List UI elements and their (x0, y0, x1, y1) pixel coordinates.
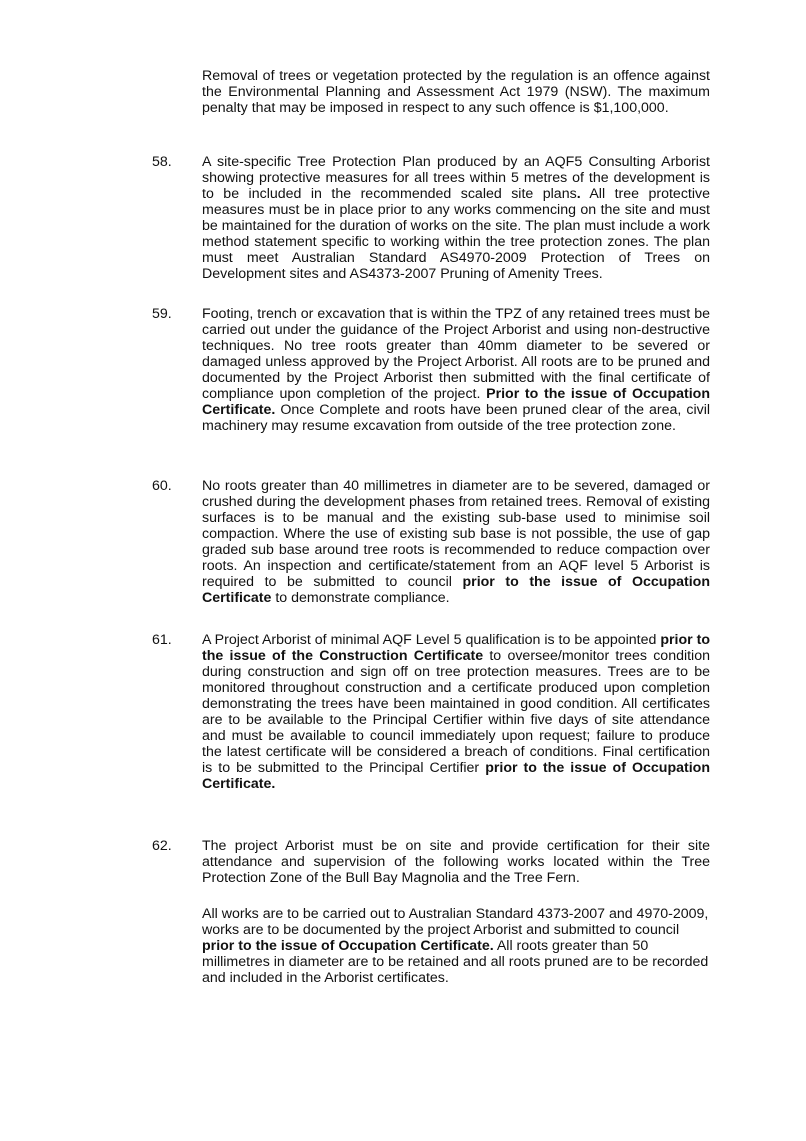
condition-60-part-2: to demonstrate compliance. (271, 590, 450, 606)
condition-62-bold-3: prior to the issue of Occupation Certificate. (202, 938, 494, 954)
condition-62-part-3: All works are to be carried out to Australian Standard 4373-2007 and 4970-2009, works are to be documented by the project Arborist and submitted to council (202, 906, 709, 938)
condition-61-bold-2: prior to the issue of Occupation Certificate. (202, 760, 711, 792)
condition-60-text (202, 478, 710, 606)
condition-62-number: 62. (152, 838, 172, 854)
condition-61-text (202, 632, 710, 792)
condition-60-part-1: No roots greater than 40 millimetres in diameter are to be severed, damaged or crushed during the development phases from retained trees. Removal of existing surfaces is to be manual and the existing sub-base used to minimise soil compaction. Where the use of existing sub base is not possible, the use of gap graded sub base around tree roots is recommended to reduce compaction over roots. An inspection and certificate/statement from an AQF level 5 Arborist is required to be submitted to council (202, 478, 710, 590)
condition-62-works-paragraph (202, 906, 710, 986)
condition-59-number: 59. (152, 306, 172, 322)
condition-59-bold-1: Prior to the issue of Occupation Certificate. (202, 386, 711, 418)
condition-58-text (202, 154, 710, 282)
intro-text: Removal of trees or vegetation protected by the regulation is an offence against the Environmental Planning and Assessment Act 1979 (NSW). The maximum penalty that may be imposed in respect to any such offence is $1,100,000. (202, 68, 710, 116)
condition-61-number: 61. (152, 632, 172, 648)
condition-62-part-1: The project Arborist must be on site and provide certification for their site attendance and supervision of the following works located within the Tree Protection Zone of the Bull Bay Magnolia and the Tree Fern. (202, 838, 710, 886)
condition-58-number: 58. (152, 154, 172, 170)
condition-62-text (202, 838, 710, 886)
intro-paragraph (202, 68, 710, 116)
condition-58-part-2: All tree protective measures must be in place prior to any works commencing on the site and must be maintained for the duration of works on the site. The plan must include a work method statement specific to working within the tree protection zones. The plan must meet Australian Standard AS4970-2009 Protection of Trees on Development sites and AS4373-2007 Pruning of Amenity Trees. (202, 186, 710, 282)
condition-58-bold-1: . (576, 186, 581, 202)
condition-59-part-2: Once Complete and roots have been pruned clear of the area, civil machinery may resume excavation from outside of the tree protection zone. (202, 402, 710, 434)
condition-59-text (202, 306, 710, 434)
condition-62-part-4: All roots greater than 50 millimetres in diameter are to be retained and all roots pruned are to be recorded and included in the Arborist certificates. (202, 938, 709, 986)
condition-60-number: 60. (152, 478, 172, 494)
condition-59-part-1: Footing, trench or excavation that is within the TPZ of any retained trees must be carried out under the guidance of the Project Arborist and using non-destructive techniques. No tree roots greater than 40mm diameter to be severed or damaged unless approved by the Project Arborist. All roots are to be pruned and documented by the Project Arborist then submitted with the final certificate of compliance upon completion of the project. (202, 306, 710, 402)
condition-60-bold-1: prior to the issue of Occupation Certificate (202, 574, 710, 606)
condition-61-part-1: A Project Arborist of minimal AQF Level 5 qualification is to be appointed (202, 632, 661, 648)
condition-58-part-1: A site-specific Tree Protection Plan produced by an AQF5 Consulting Arborist showing protective measures for all trees within 5 metres of the development is to be included in the recommended scaled site plans (202, 154, 710, 202)
condition-61-part-2: to oversee/monitor trees condition during construction and sign off on tree protection measures. Trees are to be monitored throughout construction and a certificate produced upon completion demonstrating the trees have been maintained in good condition. All certificates are to be available to the Principal Certifier within five days of site attendance and must be available to council immediately upon request; failure to produce the latest certificate will be considered a breach of conditions. Final certification is to be submitted to the Principal Certifier (202, 648, 710, 776)
condition-61-bold-1: prior to the issue of the Construction Certificate (202, 632, 710, 664)
